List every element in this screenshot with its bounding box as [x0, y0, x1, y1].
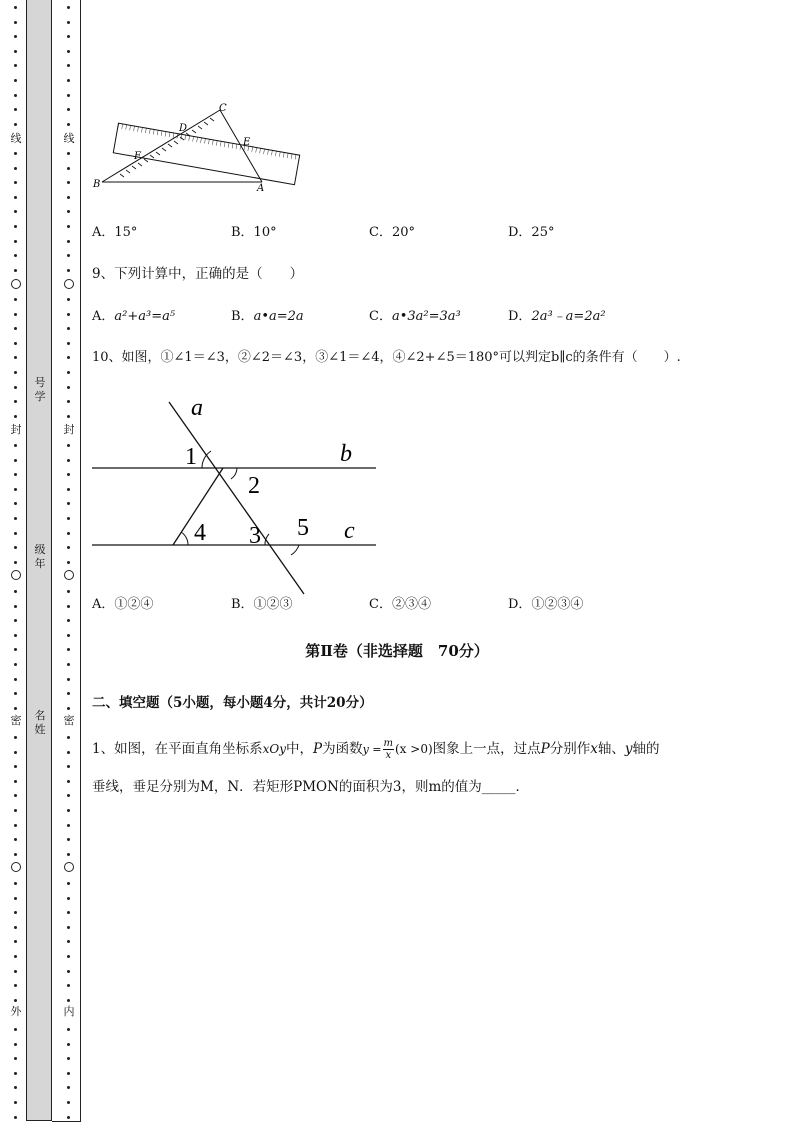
- binding-dot: [67, 663, 70, 666]
- fill1-P: P: [312, 741, 323, 757]
- q9-option-b-expr: a•a=2a: [253, 309, 304, 324]
- q8-option-c[interactable]: C．20°: [369, 225, 415, 240]
- binding-dot: [67, 269, 70, 272]
- binding-dot: [67, 999, 70, 1002]
- label-F: F: [134, 151, 141, 162]
- binding-dot: [14, 473, 17, 476]
- binding-dot: [14, 765, 17, 768]
- label-A: A: [257, 183, 265, 194]
- binding-dot: [14, 707, 17, 710]
- binding-dot: [14, 210, 17, 213]
- binding-dot: [67, 794, 70, 797]
- q9-option-a[interactable]: [92, 305, 175, 324]
- binding-dot: [14, 225, 17, 228]
- inner-dotted-line: [64, 0, 74, 1123]
- q9-option-d[interactable]: [508, 305, 606, 324]
- fill1-text: 轴的: [632, 741, 660, 757]
- binding-dot: [14, 824, 17, 827]
- fill1-text: 轴、: [597, 741, 625, 757]
- parallel-lines-figure: [92, 390, 382, 600]
- label-C: C: [219, 103, 227, 114]
- binding-dot: [67, 1043, 70, 1046]
- binding-dot: [14, 6, 17, 9]
- binding-dot: [67, 356, 70, 359]
- binding-dot: [67, 6, 70, 9]
- binding-dot: [14, 94, 17, 97]
- q9-option-d-prefix: D．: [508, 309, 532, 324]
- binding-dot: [14, 123, 17, 126]
- q9-option-a-prefix: A．: [92, 309, 115, 324]
- binding-dot: [67, 532, 70, 535]
- binding-dot: [14, 1057, 17, 1060]
- binding-circle: [11, 862, 21, 872]
- binding-dot: [67, 196, 70, 199]
- binding-dot: [14, 999, 17, 1002]
- label-angle-2: 2: [248, 473, 260, 499]
- ruler-triangle-figure: [90, 98, 310, 194]
- binding-dot: [14, 181, 17, 184]
- binding-dot: [67, 634, 70, 637]
- q9-option-a-expr: a²+a³=a⁵: [114, 309, 176, 324]
- binding-mark-mi-outer: 密: [8, 715, 24, 727]
- binding-dot: [67, 838, 70, 841]
- binding-mark-mi-inner: 密: [61, 715, 77, 727]
- fill1-line2: 垂线，垂足分别为M，N．若矩形PMON的面积为3，则m的值为_____．: [92, 779, 530, 795]
- label-angle-3: 3: [249, 523, 261, 549]
- binding-dot: [67, 415, 70, 418]
- binding-dot: [67, 1028, 70, 1031]
- binding-dot: [67, 824, 70, 827]
- label-line-c: c: [344, 518, 355, 544]
- fill1-frac-num: m: [383, 738, 393, 749]
- section2-heading: 二、填空题（5小题，每小题4分，共计20分）: [92, 695, 373, 711]
- binding-dot: [67, 327, 70, 330]
- fill1-P2: P: [540, 741, 550, 757]
- binding-dot: [67, 444, 70, 447]
- binding-dot: [67, 488, 70, 491]
- q8-option-d[interactable]: D．25°: [508, 225, 555, 240]
- fill1-frac-den: x: [385, 750, 392, 761]
- binding-dot: [67, 400, 70, 403]
- fill1-domain: (x >0): [395, 742, 433, 756]
- field-name: [27, 709, 53, 737]
- fill1-y: y: [624, 741, 633, 757]
- angle-2-arc: [231, 468, 237, 479]
- fill1-text: 分别作: [549, 741, 591, 757]
- binding-circle: [64, 570, 74, 580]
- binding-dot: [14, 1116, 17, 1119]
- binding-dot: [14, 926, 17, 929]
- binding-dot: [67, 561, 70, 564]
- binding-dot: [14, 897, 17, 900]
- binding-dot: [14, 838, 17, 841]
- binding-dot: [14, 240, 17, 243]
- binding-dot: [67, 517, 70, 520]
- label-angle-5: 5: [297, 515, 309, 541]
- outer-dotted-line: [11, 0, 21, 1123]
- q9-stem: 9、下列计算中，正确的是（ ）: [92, 266, 304, 282]
- binding-circle: [11, 279, 21, 289]
- binding-dot: [14, 108, 17, 111]
- binding-dot: [67, 79, 70, 82]
- binding-dot: [67, 970, 70, 973]
- fill1-xoy: xOy: [262, 742, 286, 756]
- binding-dot: [67, 940, 70, 943]
- binding-dot: [67, 765, 70, 768]
- binding-dot: [14, 1043, 17, 1046]
- q9-option-c-expr: a•3a²=3a³: [391, 309, 461, 324]
- binding-dot: [14, 1101, 17, 1104]
- fill1-text: 图象上一点，过点: [432, 741, 541, 757]
- binding-dot: [67, 298, 70, 301]
- binding-dot: [14, 546, 17, 549]
- binding-dot: [14, 634, 17, 637]
- fill1-x: x: [590, 741, 598, 757]
- field-class-text: 级年: [34, 543, 46, 570]
- binding-dot: [67, 1057, 70, 1060]
- binding-mark-wai: 外: [8, 1006, 24, 1018]
- binding-dot: [67, 371, 70, 374]
- angle-5-arc: [291, 545, 299, 555]
- binding-dot: [14, 1028, 17, 1031]
- binding-mark-xian-inner: 线: [61, 133, 77, 145]
- binding-dot: [67, 64, 70, 67]
- binding-dot: [14, 298, 17, 301]
- q8-option-a[interactable]: A．15°: [92, 225, 138, 240]
- binding-circle: [64, 279, 74, 289]
- q9-option-c-prefix: C．: [369, 309, 392, 324]
- binding-dot: [14, 342, 17, 345]
- binding-dot: [67, 955, 70, 958]
- binding-dot: [14, 751, 17, 754]
- field-name-text: 名姓: [34, 709, 46, 736]
- binding-margin: [0, 0, 82, 1123]
- label-angle-4: 4: [194, 520, 206, 546]
- fill1-text: 为函数: [322, 741, 363, 757]
- binding-dot: [14, 35, 17, 38]
- field-student-number-text: 号学: [34, 376, 46, 403]
- binding-dot: [14, 152, 17, 155]
- binding-dot: [14, 1086, 17, 1089]
- binding-dot: [14, 488, 17, 491]
- binding-dot: [67, 751, 70, 754]
- binding-dot: [67, 225, 70, 228]
- binding-dot: [14, 167, 17, 170]
- line-a: [169, 402, 304, 594]
- binding-dot: [14, 254, 17, 257]
- fill1-func-lhs: y =: [362, 743, 382, 756]
- binding-dot: [67, 707, 70, 710]
- binding-circle: [11, 570, 21, 580]
- binding-dot: [14, 561, 17, 564]
- field-class: [27, 543, 53, 571]
- binding-dot: [67, 342, 70, 345]
- binding-dot: [67, 736, 70, 739]
- binding-dot: [67, 619, 70, 622]
- binding-dot: [14, 50, 17, 53]
- binding-mark-nei: 内: [61, 1006, 77, 1018]
- binding-dot: [14, 502, 17, 505]
- binding-dot: [14, 619, 17, 622]
- binding-dot: [67, 167, 70, 170]
- binding-dot: [14, 386, 17, 389]
- binding-dot: [14, 605, 17, 608]
- binding-dot: [14, 853, 17, 856]
- binding-dot: [14, 736, 17, 739]
- label-line-a: a: [191, 395, 203, 421]
- student-info-strip: [26, 0, 52, 1121]
- binding-dot: [67, 459, 70, 462]
- field-student-number: [27, 376, 53, 404]
- binding-dot: [67, 240, 70, 243]
- binding-border-line: [80, 0, 81, 1122]
- binding-dot: [67, 853, 70, 856]
- binding-mark-feng-outer: 封: [8, 424, 24, 436]
- q10-option-a[interactable]: A．①②④: [92, 597, 154, 612]
- binding-dot: [14, 970, 17, 973]
- binding-dot: [14, 692, 17, 695]
- binding-dot: [67, 984, 70, 987]
- ruler: [113, 123, 299, 184]
- binding-dot: [67, 1101, 70, 1104]
- binding-dot: [67, 313, 70, 316]
- binding-dot: [67, 502, 70, 505]
- binding-dot: [67, 780, 70, 783]
- binding-dot: [14, 780, 17, 783]
- binding-dot: [14, 532, 17, 535]
- binding-dot: [14, 1072, 17, 1075]
- binding-dot: [67, 50, 70, 53]
- fill1-fraction: [383, 738, 394, 761]
- binding-dot: [67, 123, 70, 126]
- binding-dot: [67, 94, 70, 97]
- binding-dot: [67, 35, 70, 38]
- binding-dot: [67, 1072, 70, 1075]
- binding-border-line: [52, 1121, 81, 1122]
- binding-dot: [67, 386, 70, 389]
- fill1-text: 中，: [285, 741, 313, 757]
- binding-dot: [67, 911, 70, 914]
- binding-dot: [14, 400, 17, 403]
- q10-option-d[interactable]: D．①②③④: [508, 597, 584, 612]
- label-B: B: [93, 179, 101, 190]
- binding-dot: [67, 1116, 70, 1119]
- part2-heading: 第Ⅱ卷（非选择题 70分）: [305, 642, 489, 660]
- binding-dot: [14, 444, 17, 447]
- binding-dot: [14, 21, 17, 24]
- binding-dot: [67, 897, 70, 900]
- binding-dot: [14, 940, 17, 943]
- binding-dot: [67, 605, 70, 608]
- q8-option-b[interactable]: B．10°: [231, 225, 277, 240]
- binding-dot: [14, 327, 17, 330]
- binding-dot: [67, 21, 70, 24]
- binding-dot: [14, 79, 17, 82]
- binding-dot: [14, 882, 17, 885]
- binding-dot: [14, 313, 17, 316]
- fill1-line1: [92, 737, 660, 761]
- binding-mark-xian-outer: 线: [8, 133, 24, 145]
- binding-dot: [67, 1086, 70, 1089]
- binding-dot: [14, 371, 17, 374]
- binding-dot: [14, 269, 17, 272]
- angle-4-arc: [181, 532, 188, 545]
- binding-dot: [14, 517, 17, 520]
- label-D: D: [179, 123, 188, 134]
- q9-option-c[interactable]: [369, 305, 461, 324]
- q9-option-b[interactable]: [231, 305, 304, 324]
- binding-dot: [14, 955, 17, 958]
- binding-dot: [67, 590, 70, 593]
- binding-dot: [67, 809, 70, 812]
- binding-dot: [67, 692, 70, 695]
- binding-dot: [14, 663, 17, 666]
- label-angle-1: 1: [185, 444, 197, 470]
- binding-dot: [14, 64, 17, 67]
- q10-option-b[interactable]: B．①②③: [231, 597, 293, 612]
- binding-dot: [14, 984, 17, 987]
- binding-dot: [14, 809, 17, 812]
- q9-option-d-expr: 2a³﹣a=2a²: [531, 309, 606, 324]
- segment-BC: [102, 110, 220, 182]
- binding-dot: [67, 254, 70, 257]
- binding-mark-feng-inner: 封: [61, 424, 77, 436]
- binding-dot: [67, 210, 70, 213]
- binding-circle: [64, 862, 74, 872]
- binding-dot: [67, 181, 70, 184]
- binding-dot: [14, 356, 17, 359]
- binding-dot: [14, 415, 17, 418]
- binding-dot: [14, 590, 17, 593]
- q10-option-c[interactable]: C．②③④: [369, 597, 431, 612]
- binding-dot: [14, 678, 17, 681]
- label-line-b: b: [340, 441, 352, 467]
- binding-dot: [67, 473, 70, 476]
- q9-option-b-prefix: B．: [231, 309, 254, 324]
- binding-dot: [67, 546, 70, 549]
- binding-dot: [14, 459, 17, 462]
- label-E: E: [243, 137, 251, 148]
- binding-dot: [67, 678, 70, 681]
- binding-dot: [67, 108, 70, 111]
- binding-dot: [67, 882, 70, 885]
- binding-dot: [14, 196, 17, 199]
- binding-dot: [67, 926, 70, 929]
- q10-stem: 10、如图，①∠1＝∠3，②∠2＝∠3，③∠1＝∠4，④∠2+∠5＝180°可以判定b∥c的条件有（ ）.: [92, 350, 681, 365]
- fill1-text: 1、如图，在平面直角坐标系: [92, 741, 263, 757]
- binding-dot: [67, 152, 70, 155]
- binding-dot: [14, 794, 17, 797]
- binding-dot: [14, 911, 17, 914]
